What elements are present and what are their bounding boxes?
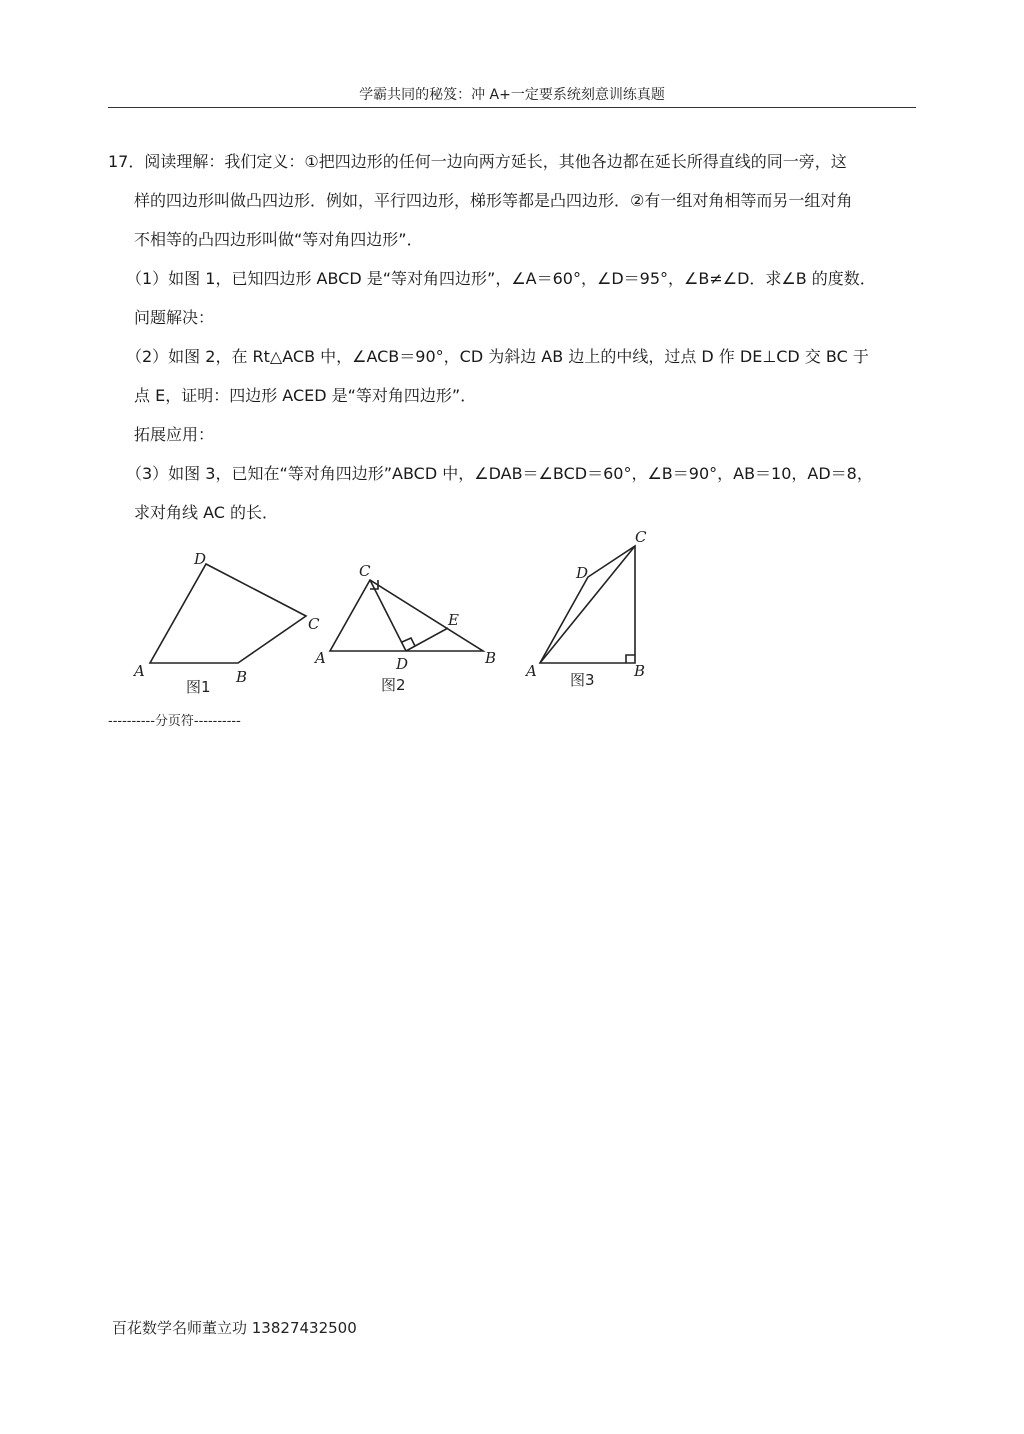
problem-line: 不相等的凸四边形叫做“等对角四边形”． xyxy=(134,230,423,249)
figure-2 xyxy=(313,562,496,694)
right-angle-mark-d xyxy=(402,638,415,646)
problem-line: 求对角线 AC 的长． xyxy=(134,503,279,522)
figure-caption: 图1 xyxy=(186,678,211,696)
problem-line: 样的四边形叫做凸四边形．例如，平行四边形，梯形等都是凸四边形．②有一组对角相等而另一组对角 xyxy=(134,191,853,210)
page-break-marker: ----------分页符---------- xyxy=(108,714,241,729)
vertex-label-b: B xyxy=(236,668,248,686)
problem-line: 17．阅读理解：我们定义：①把四边形的任何一边向两方延长，其他各边都在延长所得直线的同一旁，这 xyxy=(108,152,847,171)
problem-line: （3）如图 3，已知在“等对角四边形”ABCD 中，∠DAB＝∠BCD＝60°，∠B＝90°，AB＝10，AD＝8， xyxy=(126,464,873,483)
vertex-label-b: B xyxy=(634,662,646,680)
vertex-label-c: C xyxy=(308,615,320,633)
vertex-label-a: A xyxy=(315,649,326,667)
vertex-label-c: C xyxy=(359,562,371,580)
figure-1 xyxy=(132,550,320,696)
figure-3 xyxy=(524,528,647,689)
figure-caption: 图3 xyxy=(570,671,595,689)
vertex-label-c: C xyxy=(635,528,647,546)
geometry-figures xyxy=(108,528,668,708)
problem-line: （1）如图 1，已知四边形 ABCD 是“等对角四边形”，∠A＝60°，∠D＝95°，∠B≠∠D．求∠B 的度数． xyxy=(126,269,876,288)
page-footer: 百花数学名师董立功 13827432500 xyxy=(112,1319,357,1337)
vertex-label-d: D xyxy=(194,550,207,568)
vertex-label-a: A xyxy=(134,662,145,680)
problem-line: 点 E，证明：四边形 ACED 是“等对角四边形”． xyxy=(134,386,477,405)
problem-line: 拓展应用： xyxy=(134,425,215,444)
problem-text xyxy=(108,142,914,532)
vertex-label-a: A xyxy=(526,662,537,680)
vertex-label-d: D xyxy=(576,564,589,582)
problem-line: 问题解决： xyxy=(134,308,215,327)
header-divider xyxy=(108,107,916,108)
vertex-label-b: B xyxy=(485,649,497,667)
vertex-label-e: E xyxy=(448,611,459,629)
vertex-label-d: D xyxy=(396,655,409,673)
problem-line: （2）如图 2，在 Rt△ACB 中，∠ACB＝90°，CD 为斜边 AB 边上的中线，过点 D 作 DE⊥CD 交 BC 于 xyxy=(126,347,869,366)
quadrilateral-abcd xyxy=(150,564,306,663)
page-header: 学霸共同的秘笈：冲 A+一定要系统刻意训练真题 xyxy=(359,87,665,103)
figure-caption: 图2 xyxy=(381,676,406,694)
